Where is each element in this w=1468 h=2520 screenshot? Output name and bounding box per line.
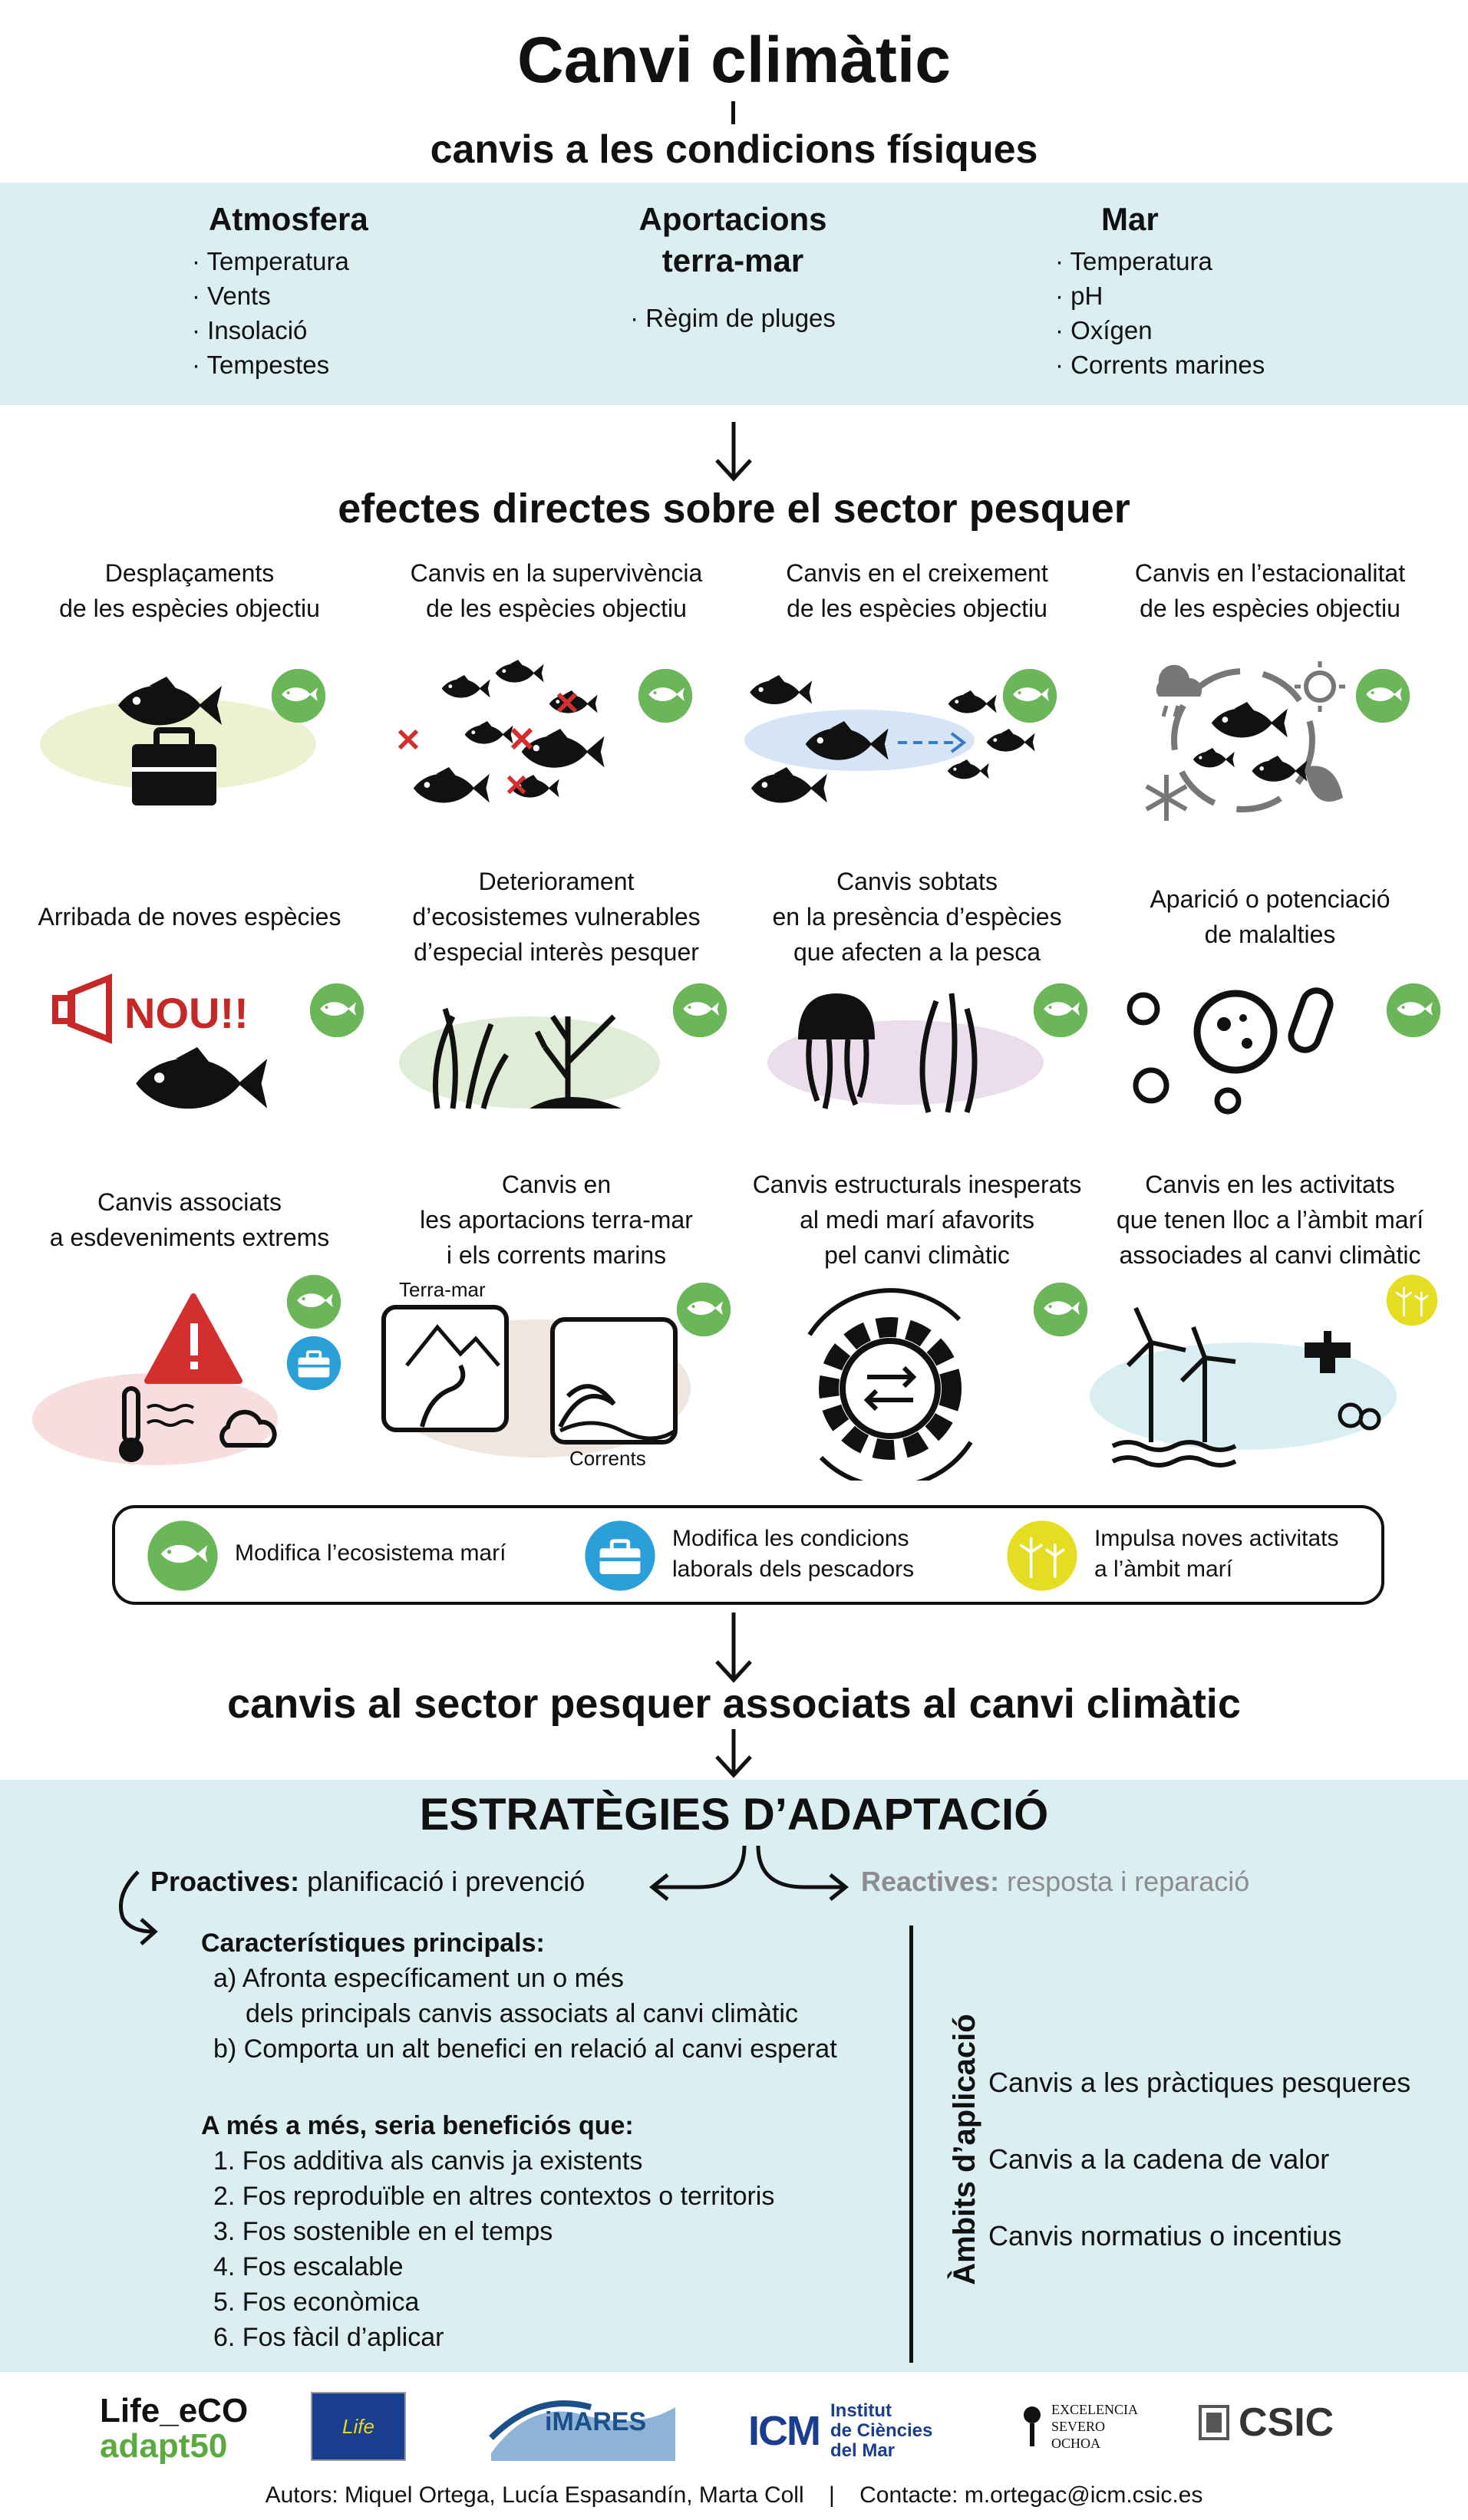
effect-label: que afecten a la pesca — [793, 938, 1041, 966]
warning-storm-icon — [9, 1273, 370, 1481]
legend-labour-line: Modifica les condicions — [672, 1526, 909, 1551]
authors-text: Autors: Miquel Ortega, Lucía Espasandín, Marta Coll — [265, 2482, 804, 2508]
effect-label: Canvis en les activitats — [1145, 1171, 1395, 1198]
effect-survival — [376, 537, 737, 828]
arrow-down-icon — [712, 1611, 755, 1683]
life-logo-line: Life_eCO — [100, 2392, 249, 2429]
land-sea-label: Terra-mar — [399, 1278, 486, 1301]
also-block — [201, 2108, 774, 2355]
sea-item: · Temperatura — [1055, 247, 1212, 275]
sector-changes-heading: canvis al sector pesquer associats al canvi climàtic — [227, 1681, 1241, 1727]
atmosphere-item: · Vents — [192, 282, 271, 310]
effect-label: en la presència d’espècies — [772, 903, 1062, 931]
atmosphere-column — [192, 201, 499, 382]
feature-item: a) Afronta específicament un o més — [213, 1964, 624, 1993]
arrow-down-icon — [712, 420, 755, 482]
gear-cycle-icon — [737, 1273, 1097, 1481]
physical-changes-heading: canvis a les condicions físiques — [430, 127, 1038, 172]
effect-label: a esdeveniments extrems — [49, 1224, 330, 1251]
also-item: 6. Fos fàcil d’aplicar — [213, 2323, 444, 2352]
severo-text: OCHOA — [1051, 2436, 1101, 2451]
sea-item: · Corrents marines — [1055, 351, 1265, 379]
also-item: 4. Fos escalable — [213, 2252, 404, 2281]
effect-label: de malalties — [1204, 921, 1336, 948]
pathogens-icon — [1090, 970, 1450, 1124]
effects-heading: efectes directes sobre el sector pesquer — [338, 486, 1130, 532]
land-sea-currents-icon — [376, 1273, 737, 1481]
seasons-cycle-icon — [1090, 644, 1450, 828]
atmosphere-item: · Temperatura — [192, 247, 349, 275]
fish-briefcase-icon — [9, 644, 370, 828]
csic-emblem-icon — [1197, 2403, 1231, 2442]
reactive-label: Reactives: — [861, 1866, 1000, 1897]
effect-marine-activities — [1090, 1166, 1450, 1481]
effect-label: de les espècies objectiu — [426, 595, 687, 622]
effect-label: Canvis en l’estacionalitat — [1134, 559, 1406, 587]
effect-label: de les espècies objectiu — [59, 595, 320, 622]
proactive-label: Proactives: — [150, 1866, 300, 1897]
also-item: 1. Fos additiva als canvis ja existents — [213, 2146, 643, 2176]
effect-label: al medi marí afavorits — [800, 1206, 1034, 1234]
seagrass-coral-icon — [376, 970, 737, 1124]
effect-label: Arribada de noves espècies — [38, 903, 341, 931]
activities-badge-icon — [1005, 1519, 1079, 1593]
legend-labour-line: laborals dels pescadors — [672, 1556, 915, 1582]
currents-label: Corrents — [569, 1447, 646, 1470]
legend-ecosystem: Modifica l’ecosistema marí — [235, 1540, 506, 1566]
sea-item: · pH — [1055, 282, 1103, 310]
credits-separator: | — [828, 2482, 835, 2508]
fish-growth-icon — [737, 644, 1097, 828]
also-item: 5. Fos econòmica — [213, 2288, 420, 2317]
legend-labour — [672, 1524, 914, 1585]
title-divider — [731, 101, 735, 124]
legend-activities-line: a l’àmbit marí — [1094, 1556, 1233, 1582]
effect-label: i els corrents marins — [446, 1241, 667, 1269]
life-logo-line: adapt50 — [100, 2427, 228, 2465]
eu-life-logo — [311, 2392, 406, 2461]
fish-crossed-icon — [376, 644, 737, 828]
atmosphere-title: Atmosfera — [209, 201, 368, 237]
legend-activities — [1094, 1524, 1338, 1585]
eu-logo-text: Life — [342, 2414, 374, 2438]
sea-item: · Oxígen — [1055, 316, 1153, 344]
scope-label: Àmbits d’aplicació — [948, 2014, 981, 2285]
effect-diseases — [1090, 863, 1450, 1124]
effect-structural — [737, 1166, 1097, 1481]
sea-title: Mar — [1101, 201, 1159, 237]
effect-label: d’ecosistemes vulnerables — [412, 903, 701, 931]
effect-label: Canvis sobtats — [836, 868, 998, 895]
labour-badge-icon — [583, 1519, 657, 1593]
icm-name: de Ciències — [830, 2420, 933, 2441]
effect-label: Canvis associats — [97, 1188, 282, 1216]
effect-label: d’especial interès pesquer — [414, 938, 699, 966]
land-sea-title-2: terra-mar — [661, 242, 804, 278]
land-sea-item: · Règim de pluges — [630, 304, 836, 332]
effect-sudden-species — [737, 863, 1097, 1124]
effect-extreme-events — [9, 1166, 370, 1481]
atmosphere-item: · Tempestes — [192, 351, 330, 379]
scope-item: Canvis a la cadena de valor — [988, 2143, 1330, 2175]
icm-name: del Mar — [830, 2440, 896, 2461]
scopes-block — [988, 2044, 1410, 2275]
effect-displacement — [9, 537, 370, 828]
strategies-title: ESTRATÈGIES D’ADAPTACIÓ — [419, 1790, 1049, 1840]
effect-growth — [737, 537, 1097, 828]
effect-label: Canvis en el creixement — [786, 559, 1048, 587]
also-item: 2. Fos reproduïble en altres contextos o territoris — [213, 2182, 775, 2211]
feature-item: dels principals canvis associats al canvi climàtic — [246, 1999, 798, 2028]
scope-item: Canvis a les pràctiques pesqueres — [988, 2067, 1411, 2098]
csic-text: CSIC — [1239, 2400, 1334, 2445]
life-eco-adapt-logo — [100, 2393, 248, 2464]
legend-activities-line: Impulsa noves activitats — [1094, 1526, 1339, 1551]
also-item: 3. Fos sostenible en el temps — [213, 2217, 553, 2246]
proactive-line — [150, 1864, 585, 1899]
also-title: A més a més, seria beneficiós que: — [201, 2111, 634, 2140]
csic-logo — [1197, 2400, 1334, 2446]
megaphone-new-icon — [9, 970, 370, 1124]
effect-label: Desplaçaments — [104, 559, 275, 587]
effect-label: Deteriorament — [478, 868, 635, 895]
effect-new-species — [9, 863, 370, 1124]
imares-logo — [483, 2384, 683, 2469]
effect-seasonality — [1090, 537, 1450, 828]
reactive-line — [861, 1864, 1249, 1899]
severo-text: SEVERO — [1051, 2419, 1106, 2434]
effect-label: Canvis en — [501, 1171, 612, 1198]
effect-label: associades al canvi climàtic — [1119, 1241, 1421, 1269]
wind-turbines-icon — [1090, 1273, 1450, 1481]
severo-text: EXCELENCIA — [1051, 2402, 1138, 2417]
effect-label: les aportacions terra-mar — [420, 1206, 693, 1234]
effect-ecosystem-damage — [376, 863, 737, 1124]
effect-label: Aparició o potenciació — [1150, 885, 1390, 913]
proactive-text: planificació i prevenció — [299, 1866, 586, 1897]
severo-ochoa-icon — [1021, 2403, 1044, 2449]
severo-ochoa-logo — [1021, 2401, 1138, 2452]
ecosystem-badge-icon — [146, 1519, 219, 1593]
land-sea-title: Aportacions — [638, 201, 827, 237]
new-species-text: NOU!! — [124, 989, 249, 1037]
effect-label: que tenen lloc a l’àmbit marí — [1116, 1206, 1424, 1234]
effect-label: de les espècies objectiu — [787, 595, 1047, 622]
icm-logo — [748, 2401, 932, 2461]
effect-label: Canvis en la supervivència — [410, 559, 703, 587]
effect-label: Canvis estructurals inesperats — [752, 1171, 1082, 1198]
icm-name: Institut — [830, 2400, 892, 2421]
scope-divider — [909, 1925, 913, 2363]
page-title: Canvi climàtic — [517, 24, 951, 96]
icm-mark: ICM — [748, 2408, 820, 2454]
effect-label: pel canvi climàtic — [824, 1241, 1010, 1269]
jellyfish-algae-icon — [737, 970, 1097, 1124]
effect-land-sea — [376, 1166, 737, 1481]
land-sea-column — [553, 201, 913, 335]
effect-label: de les espècies objectiu — [1140, 595, 1400, 622]
arrow-down-icon — [712, 1728, 755, 1778]
atmosphere-item: · Insolació — [192, 316, 308, 344]
contact-text: Contacte: m.ortegac@icm.csic.es — [859, 2482, 1203, 2508]
main-features-block — [201, 1925, 837, 2067]
sea-column — [1055, 201, 1362, 382]
feature-item: b) Comporta un alt benefici en relació al canvi esperat — [213, 2034, 837, 2064]
reactive-text: resposta i reparació — [999, 1866, 1250, 1897]
main-features-title: Característiques principals: — [201, 1929, 545, 1958]
imares-logo-text: iMARES — [545, 2407, 647, 2436]
credits-line — [0, 2482, 1468, 2508]
scope-item: Canvis normatius o incentius — [988, 2220, 1342, 2252]
